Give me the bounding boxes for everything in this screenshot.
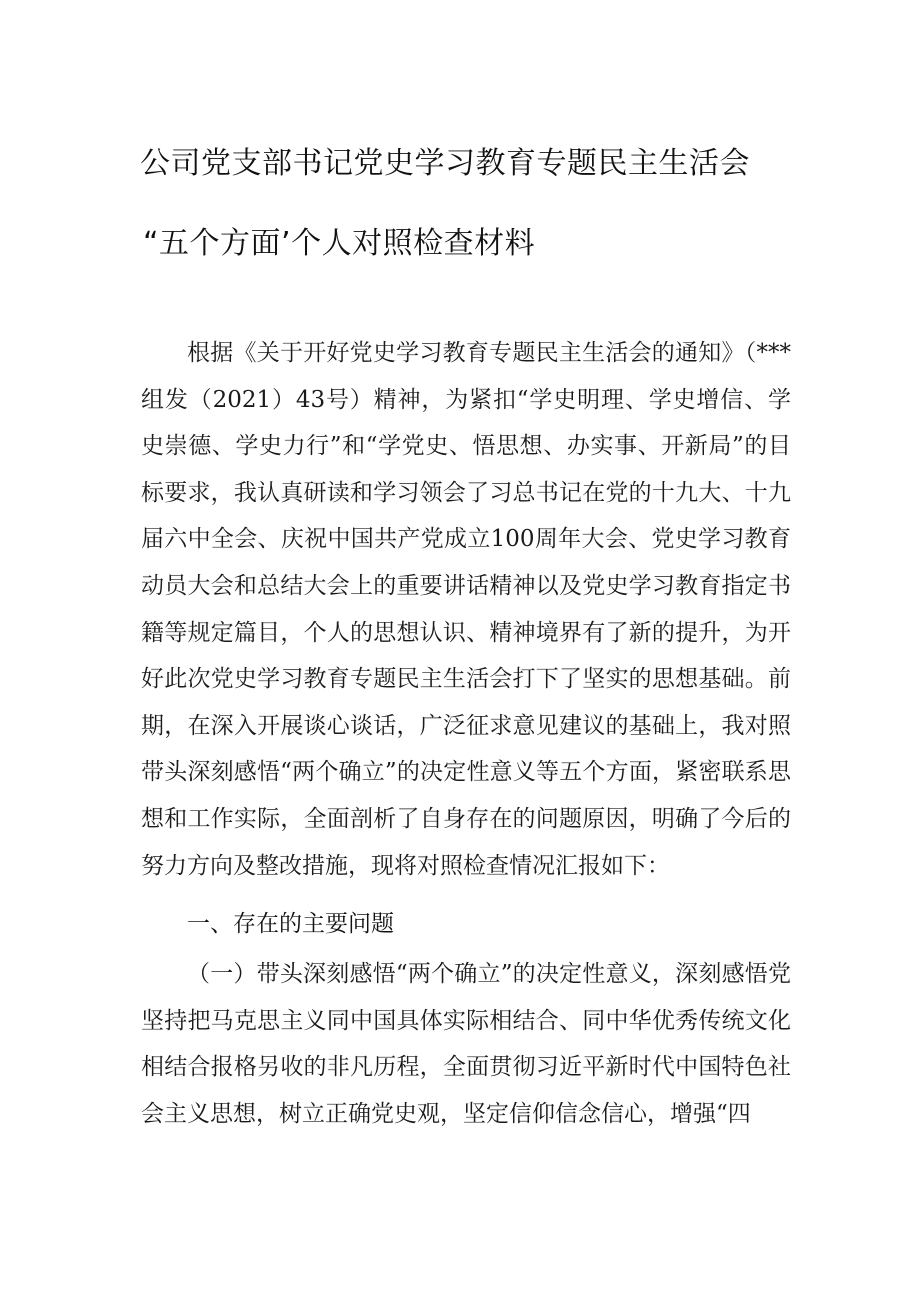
problem-paragraph-1: （一）带头深刻感悟“两个确立”的决定性意义，深刻感悟党坚持把马克思主义同中国具体实际相结合、同中华优秀传统文化相结合报格另收的非凡历程，全面贯彻习近平新时代中国特色社会主义思想，树立正确党史观，坚定信仰信念信心，增强“四 — [141, 961, 791, 1127]
intro-paragraph: 根据《关于开好党史学习教育专题民主生活会的通知》（***组发（2021）43号）精神，为紧扣“学史明理、学史增信、学史崇德、学史力行”和“学党史、悟思想、办实事、开新局”的目标要求，我认真研读和学习领会了习总书记在党的十九大、十九届六中全会、庆祝中国共产党成立100周年大会、党史学习教育动员大会和总结大会上的重要讲话精神以及党史学习教育指定书籍等规定篇目，个人的思想认识、精神境界有了新的提升，为开好此次党史学习教育专题民主生活会打下了坚实的思想基础。前期，在深入开展谈心谈话，广泛征求意见建议的基础上，我对照带头深刻感悟“两个确立”的决定性意义等五个方面，紧密联系思想和工作实际，全面剖析了自身存在的问题原因，明确了今后的努力方向及整改措施，现将对照检查情况汇报如下： — [141, 340, 791, 879]
document-title-line-2: “五个方面’个人对照检查材料 — [143, 226, 536, 261]
document-title-line-1: 公司党支部书记党史学习教育专题民主生活会 — [140, 146, 750, 181]
section-heading-main-problems: 一、存在的主要问题 — [187, 911, 394, 937]
